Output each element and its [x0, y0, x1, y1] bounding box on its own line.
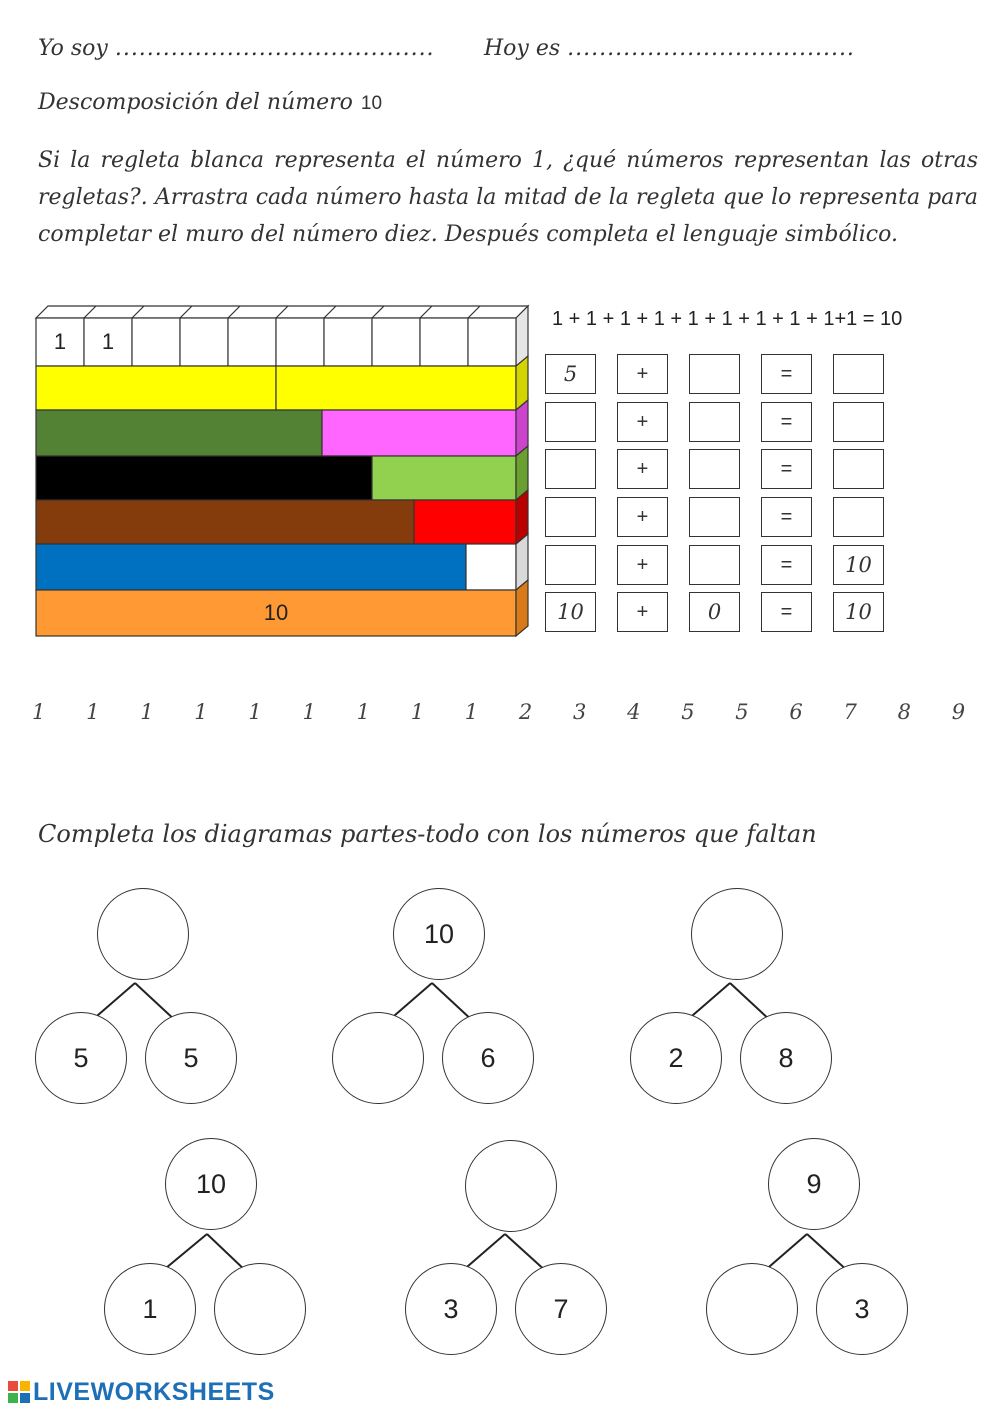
- equals-sign-box: =: [761, 497, 812, 537]
- draggable-number[interactable]: 1: [302, 700, 316, 724]
- white-rod-label: 1: [101, 329, 115, 354]
- part-right-circle: 5: [145, 1012, 237, 1104]
- draggable-number[interactable]: 1: [32, 700, 46, 724]
- draggable-number[interactable]: 1: [464, 700, 479, 724]
- part-left-circle: 2: [630, 1012, 722, 1104]
- draggable-number[interactable]: 5: [735, 700, 749, 724]
- part-left-circle[interactable]: [332, 1012, 424, 1104]
- draggable-number[interactable]: 5: [681, 700, 695, 724]
- plus-sign-box: +: [617, 545, 668, 585]
- equals-sign-box: =: [761, 354, 812, 394]
- draggable-number[interactable]: 1: [194, 700, 208, 724]
- part-right-circle: 8: [740, 1012, 832, 1104]
- footer-text: LIVEWORKSHEETS: [33, 1378, 275, 1406]
- draggable-number[interactable]: 1: [86, 700, 100, 724]
- equals-sign-box: =: [761, 402, 812, 442]
- result-box[interactable]: [833, 497, 884, 537]
- draggable-number[interactable]: 7: [843, 700, 857, 724]
- addend-a-box[interactable]: 10: [545, 592, 596, 632]
- part-right-circle: 6: [442, 1012, 534, 1104]
- draggable-number[interactable]: 6: [789, 700, 803, 724]
- addend-a-box[interactable]: [545, 497, 596, 537]
- part-right-circle[interactable]: [214, 1263, 306, 1355]
- section2-title: Completa los diagramas partes-todo con los números que faltan: [38, 820, 817, 848]
- addend-b-box[interactable]: [689, 497, 740, 537]
- addend-b-box[interactable]: [689, 449, 740, 489]
- footer-brand: [8, 1378, 275, 1407]
- title-number: 10: [360, 93, 383, 114]
- name-line: [38, 36, 435, 61]
- plus-sign-box: +: [617, 497, 668, 537]
- unit-sum-equation: 1 + 1 + 1 + 1 + 1 + 1 + 1 + 1 + 1+1 = 10: [552, 308, 903, 330]
- addend-a-box[interactable]: 5: [545, 354, 596, 394]
- draggable-number[interactable]: 2: [518, 700, 533, 724]
- draggable-number[interactable]: 8: [897, 700, 911, 724]
- plus-sign-box: +: [617, 592, 668, 632]
- whole-circle: 10: [165, 1138, 257, 1230]
- result-box[interactable]: 10: [833, 545, 884, 585]
- draggable-number[interactable]: 4: [627, 700, 641, 724]
- draggable-number[interactable]: 9: [951, 700, 966, 724]
- page-title: [38, 90, 382, 115]
- plus-sign-box: +: [617, 354, 668, 394]
- whole-circle[interactable]: [97, 888, 189, 980]
- draggable-number[interactable]: 1: [410, 700, 425, 724]
- addend-a-box[interactable]: [545, 545, 596, 585]
- whole-circle: 10: [393, 888, 485, 980]
- whole-circle[interactable]: [691, 888, 783, 980]
- result-box[interactable]: [833, 449, 884, 489]
- name-label: Yo soy: [38, 36, 108, 61]
- whole-circle[interactable]: [465, 1140, 557, 1232]
- part-right-circle: 7: [515, 1263, 607, 1355]
- equals-sign-box: =: [761, 592, 812, 632]
- addend-b-box[interactable]: [689, 354, 740, 394]
- draggable-number[interactable]: 1: [248, 700, 262, 724]
- addend-a-box[interactable]: [545, 402, 596, 442]
- part-right-circle: 3: [816, 1263, 908, 1355]
- plus-sign-box: +: [617, 402, 668, 442]
- equals-sign-box: =: [761, 545, 812, 585]
- addend-b-box[interactable]: [689, 545, 740, 585]
- addend-b-box[interactable]: [689, 402, 740, 442]
- part-left-circle: 3: [405, 1263, 497, 1355]
- part-left-circle: 1: [104, 1263, 196, 1355]
- part-left-circle: 5: [35, 1012, 127, 1104]
- instructions: Si la regleta blanca representa el número 1, ¿qué números representan las otras regletas?. Arrastra cada número hasta la mitad de la regleta que lo representa para completar el muro del número diez. Después completa el lenguaje simbólico.: [38, 148, 978, 247]
- result-box[interactable]: 10: [833, 592, 884, 632]
- date-field[interactable]: ....................................: [567, 36, 855, 61]
- draggable-number[interactable]: 1: [356, 700, 370, 724]
- date-label: Hoy es: [484, 36, 561, 61]
- equals-sign-box: =: [761, 449, 812, 489]
- addend-a-box[interactable]: [545, 449, 596, 489]
- name-field[interactable]: ........................................: [114, 36, 435, 61]
- white-rod-label: 1: [53, 329, 67, 354]
- orange-rod-label: 10: [263, 600, 289, 625]
- result-box[interactable]: [833, 402, 884, 442]
- plus-sign-box: +: [617, 449, 668, 489]
- draggable-number[interactable]: 1: [140, 700, 154, 724]
- part-left-circle[interactable]: [706, 1263, 798, 1355]
- draggable-number[interactable]: 3: [573, 700, 587, 724]
- whole-circle: 9: [768, 1138, 860, 1230]
- result-box[interactable]: [833, 354, 884, 394]
- liveworksheets-logo-icon: [8, 1381, 30, 1403]
- addend-b-box[interactable]: 0: [689, 592, 740, 632]
- title-text: Descomposición del número: [38, 90, 353, 115]
- date-line: [484, 36, 855, 61]
